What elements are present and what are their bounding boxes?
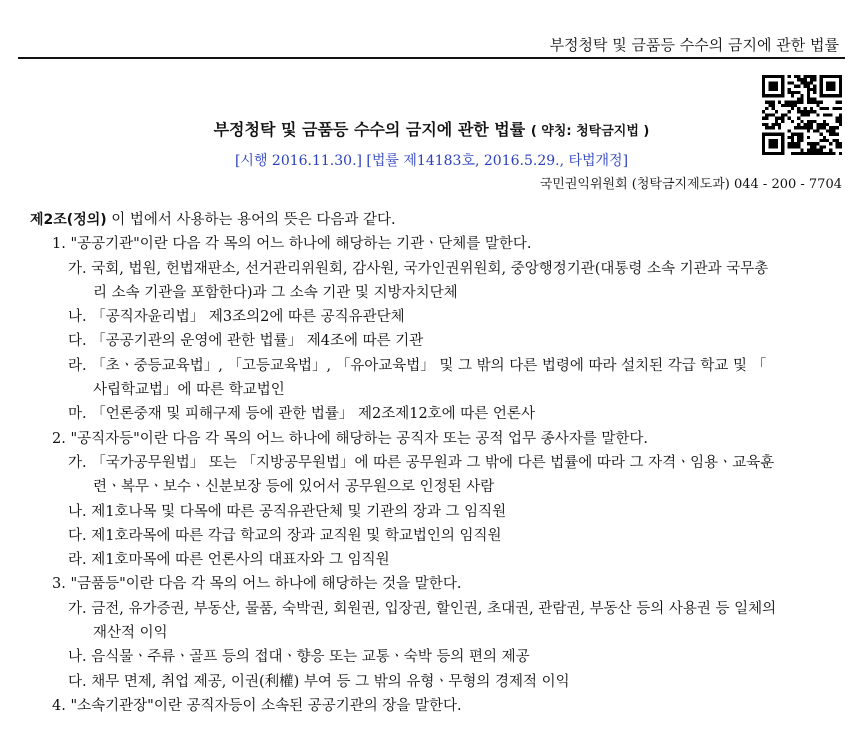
article-lead-text: 이 법에서 사용하는 용어의 뜻은 다음과 같다. [106, 212, 396, 228]
item-3-sub-ga-cont: 재산적 이익 [93, 625, 168, 642]
qr-code-icon[interactable] [762, 75, 842, 155]
item-3-sub-na: 나. 음식물ㆍ주류ㆍ골프 등의 접대ㆍ향응 또는 교통ㆍ숙박 등의 편의 제공 [68, 649, 530, 666]
law-abbreviation: ( 약칭: 청탁금지법 ) [530, 124, 650, 139]
item-1-sub-ga: 가. 국회, 법원, 헌법재판소, 선거관리위원회, 감사원, 국가인권위원회, 중앙행정기관(대통령 소속 기관과 국무총 [68, 260, 769, 277]
item-2: 2. "공직자등"이란 다음 각 목의 어느 하나에 해당하는 공직자 또는 공적 업무 종사자를 말한다. [52, 430, 648, 447]
agency-contact: 국민권익위원회 (청탁금지제도과) 044 - 200 - 7704 [539, 177, 842, 192]
item-2-sub-da: 다. 제1호라목에 따른 각급 학교의 장과 교직원 및 학교법인의 임직원 [68, 527, 502, 544]
item-1-sub-ra: 라. 「초ㆍ중등교육법」, 「고등교육법」, 「유아교육법」 및 그 밖의 다른 법령에 따라 설치된 각급 학교 및 「 [68, 357, 767, 374]
law-meta[interactable]: [시행 2016.11.30.] [법률 제14183호, 2016.5.29., 타법개정] [234, 153, 629, 169]
article-body [30, 208, 845, 718]
item-1-sub-ga-cont: 리 소속 기관을 포함한다)과 그 소속 기관 및 지방자치단체 [93, 284, 458, 301]
item-3-sub-da: 다. 채무 면제, 취업 제공, 이권(利權) 부여 등 그 밖의 유형ㆍ무형의 경제적 이익 [68, 673, 570, 690]
item-4: 4. "소속기관장"이란 공직자등이 소속된 공공기관의 장을 말한다. [52, 697, 462, 714]
running-header: 부정청탁 및 금품등 수수의 금지에 관한 법률 [549, 36, 839, 54]
law-title-line [0, 117, 863, 140]
item-3: 3. "금품등"이란 다음 각 목의 어느 하나에 해당하는 것을 말한다. [52, 576, 462, 593]
article-heading: 제2조(정의) [30, 212, 107, 228]
item-1-sub-ra-cont: 사립학교법」에 따른 학교법인 [93, 382, 285, 399]
article-lead [30, 208, 845, 232]
item-2-sub-ra: 라. 제1호마목에 따른 언론사의 대표자와 그 임직원 [68, 552, 390, 569]
item-1-sub-na: 나. 「공직자윤리법」 제3조의2에 따른 공직유관단체 [68, 309, 405, 326]
item-2-sub-na: 나. 제1호나목 및 다목에 따른 공직유관단체 및 기관의 장과 그 임직원 [68, 503, 507, 520]
header-rule [18, 57, 845, 59]
item-1-sub-ma: 마. 「언론중재 및 피해구제 등에 관한 법률」 제2조제12호에 따른 언론사 [68, 406, 535, 423]
law-title: 부정청탁 및 금품등 수수의 금지에 관한 법률 [213, 120, 526, 139]
item-2-sub-ga: 가. 「국가공무원법」 또는 「지방공무원법」에 따른 공무원과 그 밖에 다른 법률에 따라 그 자격ㆍ임용ㆍ교육훈 [68, 454, 775, 471]
item-2-sub-ga-cont: 련ㆍ복무ㆍ보수ㆍ신분보장 등에 있어서 공무원으로 인정된 사람 [93, 479, 495, 496]
item-1: 1. "공공기관"이란 다음 각 목의 어느 하나에 해당하는 기관ㆍ단체를 말한다. [52, 236, 532, 253]
item-1-sub-da: 다. 「공공기관의 운영에 관한 법률」 제4조에 따른 기관 [68, 333, 424, 350]
item-3-sub-ga: 가. 금전, 유가증권, 부동산, 물품, 숙박권, 회원권, 입장권, 할인권, 초대권, 관람권, 부동산 등의 사용권 등 일체의 [68, 600, 777, 617]
